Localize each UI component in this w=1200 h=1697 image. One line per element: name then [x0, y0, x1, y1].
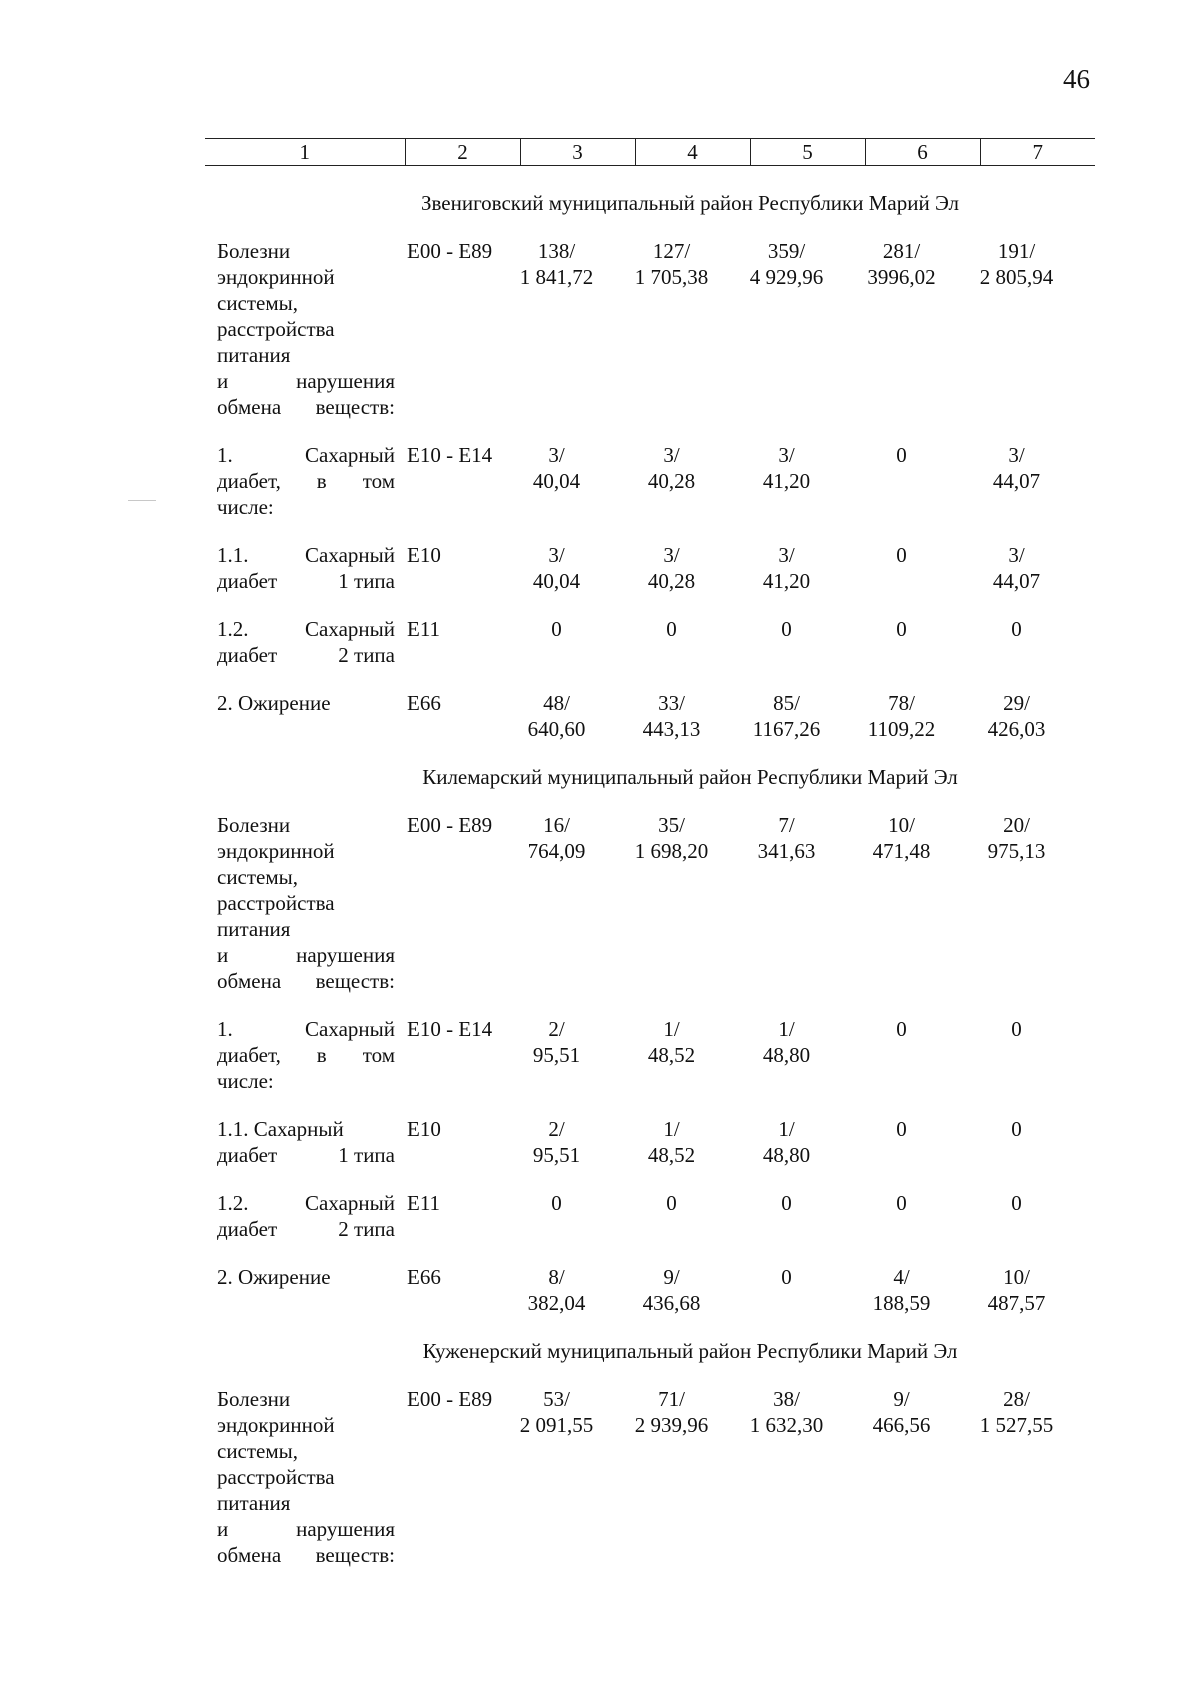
indicator-name-word: 2 типа — [338, 1217, 395, 1241]
value-line: 1 841,72 — [519, 265, 594, 289]
value-line: 3/ — [663, 443, 680, 467]
indicator-name-word: обмена — [217, 969, 282, 993]
indicator-name-word: нарушения — [296, 943, 395, 967]
indicator-name-word: 1 типа — [338, 1143, 395, 1167]
value-cell — [844, 1116, 959, 1168]
indicator-name-word: диабет, — [217, 1043, 281, 1067]
indicator-name-word: том — [362, 469, 395, 493]
value-cell — [729, 1386, 844, 1568]
value-line: 3/ — [1008, 443, 1025, 467]
value-line: 10/ — [1003, 1265, 1030, 1289]
value-cell — [959, 1116, 1074, 1168]
icd-code: E11 — [407, 617, 441, 641]
header-col-5: 5 — [750, 139, 865, 166]
district-title: Килемарский муниципальный район Республики Марий Эл — [422, 765, 958, 789]
value-line: 4/ — [893, 1265, 910, 1289]
header-col-7: 7 — [980, 139, 1095, 166]
indicator-name-word: эндокринной — [217, 265, 335, 289]
indicator-name-word: 1.1. Сахарный — [217, 1117, 344, 1141]
table-row — [205, 238, 1095, 420]
indicator-name-word: 1 типа — [338, 569, 395, 593]
header-col-1: 1 — [205, 139, 405, 166]
value-cell — [729, 1116, 844, 1168]
indicator-name-word: числе: — [217, 495, 274, 519]
indicator-name-word: диабет — [217, 569, 278, 593]
value-cell — [844, 812, 959, 994]
value-line: 1/ — [778, 1117, 795, 1141]
header-col-4: 4 — [635, 139, 750, 166]
indicator-name-word: веществ: — [315, 1543, 395, 1567]
indicator-name-word: системы, — [217, 865, 299, 889]
header-col-6: 6 — [865, 139, 980, 166]
value-cell — [499, 542, 614, 594]
table-row — [205, 1264, 1095, 1316]
value-line: 2 939,96 — [634, 1413, 709, 1437]
value-line: 3/ — [778, 443, 795, 467]
value-cell — [844, 1386, 959, 1568]
value-line: 0 — [551, 1191, 562, 1215]
indicator-name-line — [217, 1438, 395, 1464]
value-line: 127/ — [652, 239, 691, 263]
value-cell — [729, 1016, 844, 1094]
value-line: 443,13 — [642, 717, 701, 741]
table-row — [205, 1386, 1095, 1568]
indicator-name-word: 1. — [217, 443, 233, 467]
header-col-2: 2 — [405, 139, 520, 166]
indicator-name-word: веществ: — [315, 395, 395, 419]
value-cell — [844, 442, 959, 520]
value-cell — [729, 442, 844, 520]
indicator-name-word: в — [316, 1043, 327, 1067]
value-line: 359/ — [767, 239, 806, 263]
indicator-name-word: диабет, — [217, 469, 281, 493]
value-line: 0 — [896, 1017, 907, 1041]
value-line: 1 705,38 — [634, 265, 709, 289]
value-cell — [729, 616, 844, 668]
indicator-name-word: Сахарный — [305, 543, 395, 567]
value-line: 9/ — [663, 1265, 680, 1289]
indicator-name-line — [217, 1516, 395, 1542]
indicator-name-line — [217, 290, 395, 316]
indicator-name-word: расстройства — [217, 1465, 335, 1489]
value-line: 1/ — [663, 1117, 680, 1141]
value-line: 0 — [896, 1191, 907, 1215]
indicator-name-word: диабет — [217, 1217, 278, 1241]
value-line: 0 — [896, 443, 907, 467]
indicator-name-line — [217, 812, 395, 838]
value-line: 471,48 — [872, 839, 931, 863]
indicator-name-line — [217, 264, 395, 290]
indicator-name-line — [217, 238, 395, 264]
indicator-name — [205, 1264, 395, 1316]
value-cell — [959, 690, 1074, 742]
table-row — [205, 542, 1095, 594]
indicator-name — [205, 442, 395, 520]
value-line: 191/ — [997, 239, 1036, 263]
indicator-name-line — [217, 1116, 395, 1142]
value-line: 138/ — [537, 239, 576, 263]
value-line: 40,04 — [532, 469, 581, 493]
indicator-name-word: 1.2. — [217, 617, 249, 641]
value-line: 1109,22 — [867, 717, 936, 741]
indicator-name — [205, 238, 395, 420]
value-cell — [614, 616, 729, 668]
value-line: 382,04 — [527, 1291, 586, 1315]
indicator-name — [205, 542, 395, 594]
indicator-name-line — [217, 568, 395, 594]
value-line: 0 — [781, 617, 792, 641]
indicator-name-line — [217, 1042, 395, 1068]
value-line: 426,03 — [987, 717, 1046, 741]
value-line: 0 — [781, 1191, 792, 1215]
value-cell — [844, 1016, 959, 1094]
indicator-name-line — [217, 1386, 395, 1412]
indicator-name-line — [217, 1142, 395, 1168]
indicator-name-word: Болезни — [217, 239, 291, 263]
value-line: 8/ — [548, 1265, 565, 1289]
indicator-name-line — [217, 616, 395, 642]
value-line: 1 527,55 — [979, 1413, 1054, 1437]
indicator-name-word: числе: — [217, 1069, 274, 1093]
indicator-name-line — [217, 1190, 395, 1216]
value-line: 53/ — [543, 1387, 570, 1411]
indicator-name-line — [217, 968, 395, 994]
value-cell — [844, 690, 959, 742]
value-cell — [499, 690, 614, 742]
value-line: 0 — [896, 543, 907, 567]
column-number-header — [205, 138, 1095, 166]
value-line: 436,68 — [642, 1291, 701, 1315]
value-line: 3/ — [663, 543, 680, 567]
value-cell — [499, 1386, 614, 1568]
value-line: 29/ — [1003, 691, 1030, 715]
value-line: 0 — [896, 617, 907, 641]
indicator-name-word: диабет — [217, 643, 278, 667]
value-line: 3/ — [1008, 543, 1025, 567]
indicator-name-line — [217, 1216, 395, 1242]
value-line: 40,28 — [647, 569, 696, 593]
value-cell — [844, 1264, 959, 1316]
value-line: 9/ — [893, 1387, 910, 1411]
value-cell — [499, 812, 614, 994]
indicator-name-line — [217, 690, 395, 716]
indicator-name-word: Сахарный — [305, 1191, 395, 1215]
value-cell — [614, 238, 729, 420]
indicator-name-word: 1.2. — [217, 1191, 249, 1215]
indicator-name-line — [217, 1490, 395, 1516]
value-line: 640,60 — [527, 717, 586, 741]
value-cell — [729, 690, 844, 742]
value-line: 44,07 — [992, 569, 1041, 593]
value-line: 48,52 — [647, 1043, 696, 1067]
indicator-name-line — [217, 864, 395, 890]
value-line: 48,80 — [762, 1143, 811, 1167]
value-line: 35/ — [658, 813, 685, 837]
value-cell — [959, 616, 1074, 668]
indicator-name-line — [217, 942, 395, 968]
indicator-name-word: нарушения — [296, 369, 395, 393]
value-cell — [614, 542, 729, 594]
value-line: 975,13 — [987, 839, 1046, 863]
indicator-name-word: эндокринной — [217, 1413, 335, 1437]
indicator-name-line — [217, 1542, 395, 1568]
district-title: Звениговский муниципальный район Республики Марий Эл — [420, 191, 960, 215]
indicator-name — [205, 1016, 395, 1094]
indicator-name-line — [217, 468, 395, 494]
value-cell — [959, 1016, 1074, 1094]
table-row — [205, 1016, 1095, 1094]
table-row — [205, 1190, 1095, 1242]
value-line: 1/ — [778, 1017, 795, 1041]
value-line: 1 632,30 — [749, 1413, 824, 1437]
indicator-name-line — [217, 542, 395, 568]
value-line: 20/ — [1003, 813, 1030, 837]
icd-code: E10 - E14 — [407, 1017, 493, 1041]
value-line: 0 — [896, 1117, 907, 1141]
value-cell — [729, 1264, 844, 1316]
indicator-name-word: системы, — [217, 291, 299, 315]
value-line: 466,56 — [872, 1413, 931, 1437]
indicator-name-line — [217, 1464, 395, 1490]
indicator-name-word: питания — [217, 917, 291, 941]
indicator-name — [205, 1116, 395, 1168]
scan-mark — [128, 500, 156, 501]
indicator-name-line — [217, 838, 395, 864]
district-title: Куженерский муниципальный район Республики Марий Эл — [422, 1339, 958, 1363]
indicator-name-line — [217, 890, 395, 916]
value-line: 10/ — [888, 813, 915, 837]
value-line: 41,20 — [762, 469, 811, 493]
indicator-name-word: и — [217, 943, 229, 967]
value-cell — [499, 1264, 614, 1316]
value-cell — [499, 1116, 614, 1168]
indicator-name-word: 1.1. — [217, 543, 249, 567]
icd-code: E66 — [407, 691, 441, 715]
indicator-name-word: питания — [217, 343, 291, 367]
indicator-name-word: том — [362, 1043, 395, 1067]
value-line: 2/ — [548, 1117, 565, 1141]
indicator-name-word: расстройства — [217, 317, 335, 341]
value-cell — [614, 1264, 729, 1316]
value-cell — [499, 238, 614, 420]
indicator-name-word: 1. — [217, 1017, 233, 1041]
indicator-name-word: веществ: — [315, 969, 395, 993]
icd-code: E10 — [407, 543, 441, 567]
indicator-name-word: обмена — [217, 1543, 282, 1567]
value-line: 41,20 — [762, 569, 811, 593]
value-cell — [959, 542, 1074, 594]
value-line: 48,80 — [762, 1043, 811, 1067]
value-line: 38/ — [773, 1387, 800, 1411]
value-line: 0 — [666, 617, 677, 641]
value-line: 2 805,94 — [979, 265, 1054, 289]
value-line: 0 — [1011, 1017, 1022, 1041]
value-cell — [844, 238, 959, 420]
value-line: 71/ — [658, 1387, 685, 1411]
icd-code: E00 - E89 — [407, 813, 493, 837]
icd-code: E00 - E89 — [407, 1387, 493, 1411]
indicator-name-word: Болезни — [217, 1387, 291, 1411]
value-cell — [614, 1190, 729, 1242]
value-line: 2 091,55 — [519, 1413, 594, 1437]
indicator-name-line — [217, 442, 395, 468]
value-line: 3/ — [548, 543, 565, 567]
value-cell — [844, 616, 959, 668]
icd-code: E00 - E89 — [407, 239, 493, 263]
indicator-name-line — [217, 1412, 395, 1438]
value-line: 0 — [666, 1191, 677, 1215]
value-cell — [729, 238, 844, 420]
value-line: 78/ — [888, 691, 915, 715]
value-line: 0 — [781, 1265, 792, 1289]
indicator-name-line — [217, 916, 395, 942]
value-line: 0 — [551, 617, 562, 641]
value-cell — [959, 238, 1074, 420]
value-line: 40,04 — [532, 569, 581, 593]
value-line: 3996,02 — [867, 265, 936, 289]
indicator-name-word: обмена — [217, 395, 282, 419]
value-cell — [844, 1190, 959, 1242]
indicator-name-line — [217, 1068, 395, 1094]
indicator-name-word: 2. Ожирение — [217, 1265, 331, 1289]
value-cell — [499, 1190, 614, 1242]
indicator-name — [205, 812, 395, 994]
table-row — [205, 442, 1095, 520]
icd-code: E66 — [407, 1265, 441, 1289]
value-cell — [614, 690, 729, 742]
value-line: 1167,26 — [752, 717, 821, 741]
value-cell — [614, 1386, 729, 1568]
indicator-name-word: эндокринной — [217, 839, 335, 863]
value-line: 4 929,96 — [749, 265, 824, 289]
table-row — [205, 616, 1095, 668]
indicator-name — [205, 690, 395, 742]
value-cell — [614, 812, 729, 994]
value-cell — [844, 542, 959, 594]
icd-code: E10 - E14 — [407, 443, 493, 467]
indicator-name-word: и — [217, 1517, 229, 1541]
value-cell — [959, 1264, 1074, 1316]
value-cell — [959, 1190, 1074, 1242]
value-cell — [959, 812, 1074, 994]
indicator-name-line — [217, 642, 395, 668]
indicator-name-word: в — [316, 469, 327, 493]
indicator-name-word: диабет — [217, 1143, 278, 1167]
value-cell — [499, 442, 614, 520]
value-cell — [959, 1386, 1074, 1568]
value-cell — [499, 616, 614, 668]
indicator-name-line — [217, 316, 395, 342]
indicator-name-line — [217, 1016, 395, 1042]
indicator-name — [205, 1386, 395, 1568]
value-line: 48,52 — [647, 1143, 696, 1167]
value-line: 2/ — [548, 1017, 565, 1041]
indicator-name-word: Сахарный — [305, 617, 395, 641]
value-line: 28/ — [1003, 1387, 1030, 1411]
value-line: 40,28 — [647, 469, 696, 493]
value-cell — [499, 1016, 614, 1094]
value-line: 48/ — [543, 691, 570, 715]
value-cell — [614, 442, 729, 520]
value-cell — [614, 1016, 729, 1094]
value-line: 0 — [1011, 1191, 1022, 1215]
indicator-name-line — [217, 368, 395, 394]
indicator-name-word: системы, — [217, 1439, 299, 1463]
value-line: 0 — [1011, 617, 1022, 641]
value-cell — [959, 442, 1074, 520]
table-body — [205, 190, 1095, 1590]
value-line: 16/ — [543, 813, 570, 837]
value-line: 1/ — [663, 1017, 680, 1041]
icd-code: E10 — [407, 1117, 441, 1141]
value-line: 95,51 — [532, 1143, 581, 1167]
value-line: 188,59 — [872, 1291, 931, 1315]
value-line: 1 698,20 — [634, 839, 709, 863]
indicator-name-word: Болезни — [217, 813, 291, 837]
table-row — [205, 690, 1095, 742]
value-cell — [729, 542, 844, 594]
indicator-name — [205, 1190, 395, 1242]
indicator-name-word: 2 типа — [338, 643, 395, 667]
indicator-name-word: Сахарный — [305, 443, 395, 467]
value-line: 341,63 — [757, 839, 816, 863]
value-line: 33/ — [658, 691, 685, 715]
value-cell — [729, 1190, 844, 1242]
page-number: 46 — [1063, 64, 1090, 94]
value-line: 487,57 — [987, 1291, 1046, 1315]
value-line: 95,51 — [532, 1043, 581, 1067]
indicator-name-word: расстройства — [217, 891, 335, 915]
indicator-name-line — [217, 1264, 395, 1290]
table-row — [205, 1116, 1095, 1168]
indicator-name-line — [217, 394, 395, 420]
value-line: 7/ — [778, 813, 795, 837]
indicator-name-word: нарушения — [296, 1517, 395, 1541]
indicator-name — [205, 616, 395, 668]
value-line: 85/ — [773, 691, 800, 715]
value-line: 44,07 — [992, 469, 1041, 493]
value-line: 281/ — [882, 239, 921, 263]
value-cell — [729, 812, 844, 994]
indicator-name-line — [217, 342, 395, 368]
indicator-name-word: питания — [217, 1491, 291, 1515]
indicator-name-word: 2. Ожирение — [217, 691, 331, 715]
value-line: 0 — [1011, 1117, 1022, 1141]
indicator-name-line — [217, 494, 395, 520]
icd-code: E11 — [407, 1191, 441, 1215]
value-line: 3/ — [778, 543, 795, 567]
value-line: 3/ — [548, 443, 565, 467]
value-cell — [614, 1116, 729, 1168]
indicator-name-word: и — [217, 369, 229, 393]
header-col-3: 3 — [520, 139, 635, 166]
indicator-name-word: Сахарный — [305, 1017, 395, 1041]
table-row — [205, 812, 1095, 994]
value-line: 764,09 — [527, 839, 586, 863]
